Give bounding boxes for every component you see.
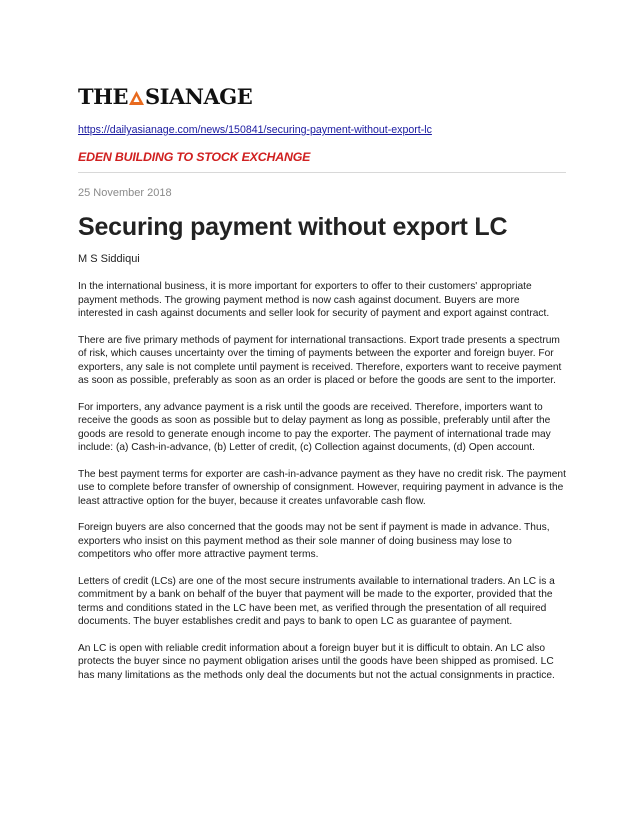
paragraph: For importers, any advance payment is a risk until the goods are received. Therefore, importers want to receive the goods as soon as possible but to delay payment as long as possible, preferably until after the goods are resold to generate enough income to pay the exporter. The payment of international trade may include: (a) Cash-in-advance, (b) Letter of credit, (c) Collection against documents, (d) Open account. bbox=[78, 401, 551, 453]
logo-text-left: THE bbox=[78, 84, 128, 109]
article-link[interactable]: https://dailyasianage.com/news/150841/securing-payment-without-export-lc bbox=[78, 124, 432, 136]
paragraph: Letters of credit (LCs) are one of the most secure instruments available to international traders. An LC is a commitment by a bank on behalf of the buyer that payment will be made to the exporter, provided that the terms and conditions stated in the LC have been met, as verified through the presentation of all required documents. The buyer establishes credit and pays to bank to open LC as guarantee of payment. bbox=[78, 575, 555, 627]
logo-a-triangle-icon bbox=[129, 91, 144, 105]
publish-date: 25 November 2018 bbox=[78, 187, 172, 199]
logo-text-right: AGE bbox=[203, 84, 253, 109]
article-title: Securing payment without export LC bbox=[78, 213, 508, 241]
paragraph: The best payment terms for exporter are cash-in-advance payment as they have no credit risk. The payment use to complete before transfer of ownership of consignment. However, requiring payment in advance is the least attractive option for the buyer, because it creates unfavorable cash flow. bbox=[78, 468, 566, 507]
publication-logo bbox=[78, 86, 252, 108]
paragraph: Foreign buyers are also concerned that the goods may not be sent if payment is made in advance. Thus, exporters who insist on this payment method as their sole manner of doing business may lose to competitors who offer more attractive payment terms. bbox=[78, 522, 550, 560]
logo-text-mid: SIAN bbox=[144, 84, 204, 109]
section-heading: EDEN BUILDING TO STOCK EXCHANGE bbox=[78, 150, 311, 164]
paragraph: An LC is open with reliable credit information about a foreign buyer but it is difficult to obtain. An LC also protects the buyer since no payment obligation arises until the goods have been shipped as promised. LC has many limitations as the methods only deal the documents but not the actual consignments in practice. bbox=[78, 642, 555, 681]
paragraph: In the international business, it is more important for exporters to offer to their customers' appropriate payment methods. The growing payment method is now cash against document. Buyers are more interested in cash against documents and seller look for security of payment and export against contract. bbox=[78, 281, 550, 319]
paragraph: There are five primary methods of payment for international transactions. Export trade presents a spectrum of risk, which causes uncertainty over the timing of payments between the exporter and foreign buyer. For exporters, any sale is not complete until payment is received. Therefore, exporters want to receive payment as soon as possible, preferably as soon as an order is placed or before the goods are sent to the importer. bbox=[78, 334, 562, 386]
article-body bbox=[78, 280, 566, 695]
author-name: M S Siddiqui bbox=[78, 253, 140, 265]
divider bbox=[78, 172, 566, 173]
